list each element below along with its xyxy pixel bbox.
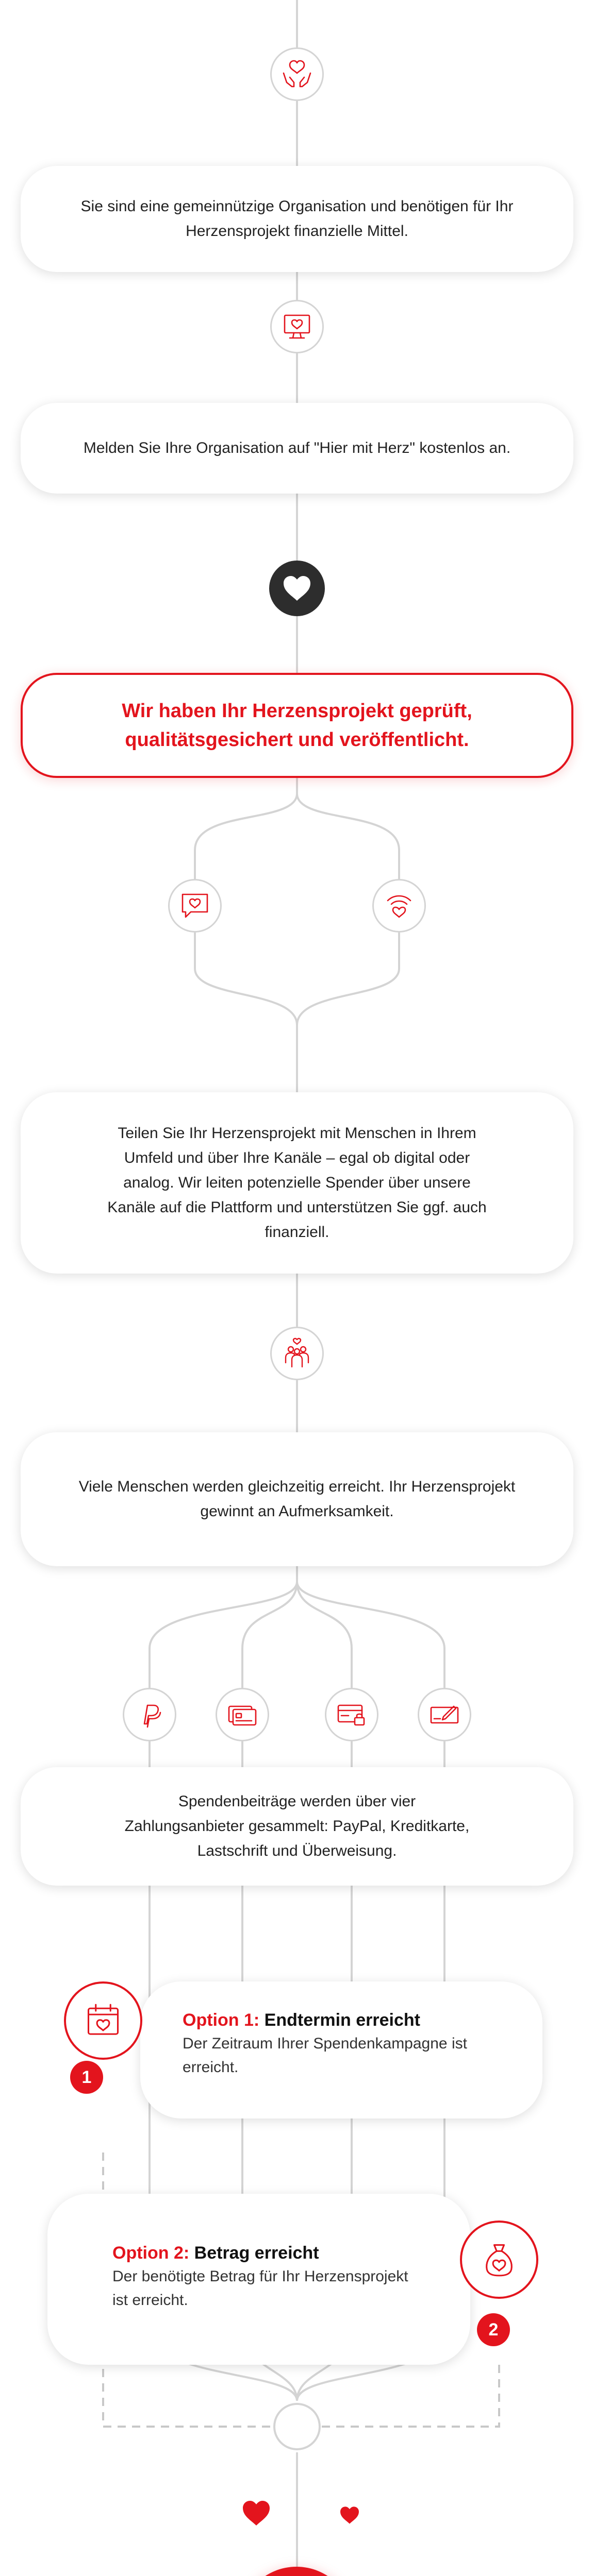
option-1-heading [183,2008,523,2032]
calendar-heart-icon [84,2001,123,2040]
bank-transfer-icon [428,1698,461,1731]
people-group-icon [280,1337,314,1370]
paypal-circle [123,1688,176,1741]
option-1-icon-ring [64,1981,142,2060]
option-2-label: Option 2: [112,2243,190,2263]
option-2-number-badge: 2 [477,2313,510,2346]
step-4-box [21,1092,573,1274]
option-2-text: Der benötigte Betrag für Ihr Herzensprojekt ist erreicht. [112,2268,408,2309]
step-1-box [21,166,573,272]
speech-bubble-heart-icon [178,889,211,922]
dark-heart-circle [269,561,325,616]
step-3-text: Wir haben Ihr Herzensprojekt geprüft, qualitätsgesichert und veröffentlicht. [122,700,472,751]
broadcast-circle [372,879,426,933]
money-bag-heart-icon [480,2240,519,2279]
floating-heart-icon [339,2506,360,2524]
monitor-heart-icon-circle [270,300,324,353]
option-2-heading [112,2241,422,2265]
step-5-text: Viele Menschen werden gleichzeitig erreicht. Ihr Herzensprojekt gewinnt an Aufmerksamkeit. [78,1478,516,1520]
step-6-box [21,1767,573,1886]
credit-card-circle [216,1688,269,1741]
broadcast-heart-icon [383,889,416,922]
people-group-circle [270,1327,324,1380]
option-2-title: Betrag erreicht [194,2243,319,2263]
speech-bubble-circle [168,879,222,933]
option-2-card [47,2194,470,2365]
step-4-text: Teilen Sie Ihr Herzensprojekt mit Menschen in Ihrem Umfeld und über Ihre Kanäle – egal ob digital oder analog. Wir leiten potenzielle Spender über unsere Kanäle auf die Plattform und unterstützen Sie ggf. auch finanziell. [107,1125,487,1241]
step-1-text: Sie sind eine gemeinnützige Organisation und benötigen für Ihr Herzensprojekt finanzielle Mittel. [80,198,514,240]
hands-heart-icon-circle [270,47,324,101]
step-6-text: Spendenbeiträge werden über vier Zahlungsanbieter gesammelt: PayPal, Kreditkarte, Lastschrift und Überweisung. [124,1793,470,1859]
option-1-number-badge: 1 [70,2061,103,2094]
monitor-heart-icon [280,310,314,343]
option-1-text: Der Zeitraum Ihrer Spendenkampagne ist erreicht. [183,2035,467,2076]
option-2-icon-ring [460,2221,538,2299]
step-2-text: Melden Sie Ihre Organisation auf "Hier mit Herz" kostenlos an. [83,439,511,456]
direct-debit-circle [325,1688,378,1741]
paypal-icon [133,1698,166,1731]
option-1-card [140,1981,542,2119]
direct-debit-icon [335,1698,368,1731]
step-3-box [21,673,573,778]
hands-heart-icon [280,58,314,91]
option-1-label: Option 1: [183,2010,260,2030]
credit-card-icon [226,1698,259,1731]
step-5-box [21,1432,573,1566]
bank-transfer-circle [418,1688,471,1741]
floating-heart-icon [241,2500,271,2527]
option-1-title: Endtermin erreicht [264,2010,420,2030]
heart-icon [283,575,311,602]
step-2-box [21,403,573,494]
